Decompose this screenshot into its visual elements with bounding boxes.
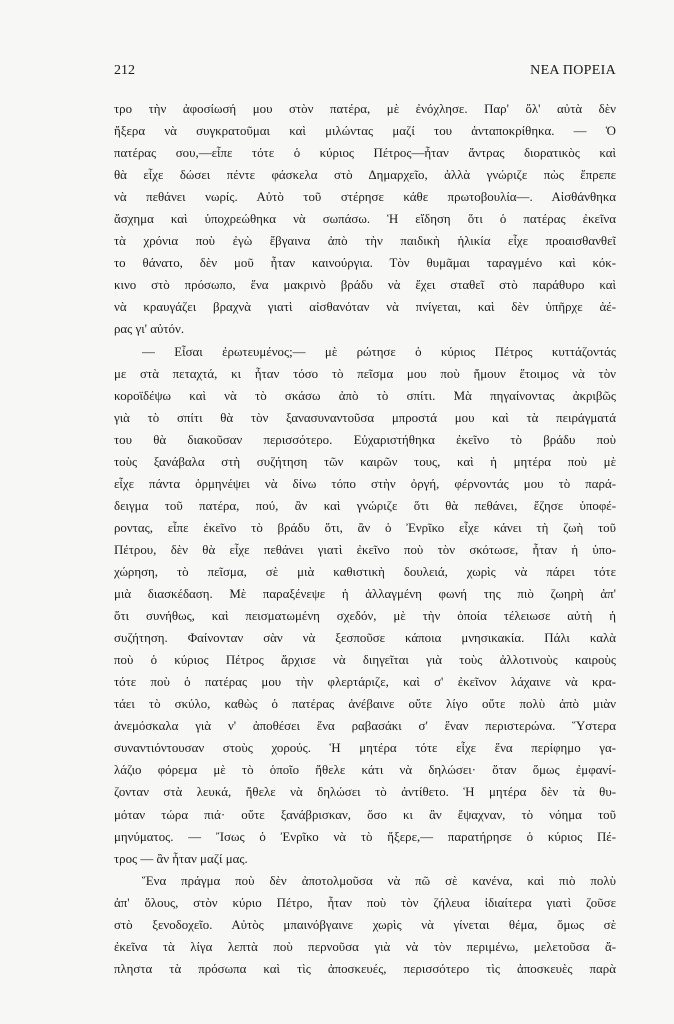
text-line: — Εἶσαι ἐρωτευμένος;— μὲ ρώτησε ὁ κύριος Πέτρος κυττάζοντάς <box>142 344 616 359</box>
text-line: ὅτι συνήθως, καὶ πεισματωμένη σχεδόν, μὲ τὴν ὁποία τέλειωσε αὐτὴ ἡ <box>114 609 616 624</box>
text-line: γιὰ τὸ σπίτι θὰ τὸν ξανασυναντοῦσα μπροστά μου καὶ τὰ πειράγματά <box>114 410 616 425</box>
text-line: θὰ εἶχε δώσει πέντε φάσκελα στὸ Δημαρχεῖο, ἀλλὰ γνώριζε πὼς ἔπρεπε <box>114 168 616 183</box>
text-line: ποὺ ὁ κύριος Πέτρος ἄρχισε νὰ διηγεῖται γιὰ τοὺς ἀλλοτινοὺς καιροὺς <box>114 653 616 668</box>
text-line: ἄσχημα καὶ ὑποχρεώθηκα νὰ σωπάσω. Ἡ εἴδηση ὅτι ὁ πατέρας ἐκεῖνα <box>114 212 616 227</box>
text-line: ἤξερα νὰ συγκρατοῦμαι καὶ μιλώντας μαζί του ἀνταποκρίθηκα. — Ὁ <box>114 124 616 139</box>
text-line: ζονταν στὰ λευκά, ἤθελε νὰ δηλώσει τὸ ἀντίθετο. Ἡ μητέρα δὲν τὰ θυ- <box>114 785 616 800</box>
page-number: 212 <box>114 63 135 78</box>
text-line: τρος — ἂν ἦταν μαζί μας. <box>114 851 248 866</box>
text-line: κινο στὸ πρόσωπο, ἕνα μακρινὸ βράδυ νὰ ἔχει σταθεῖ στὸ παράθυρο καὶ <box>114 278 616 293</box>
text-line: τότε ποὺ ὁ πατέρας μου τὴν φλερτάριζε, καὶ σ' ἐκεῖνον λάχαινε νὰ κρα- <box>114 675 616 690</box>
text-line: τοὺς ξανάβαλα στὴ συζήτηση τῶν καιρῶν τους, καὶ ἡ μητέρα ποὺ μὲ <box>114 454 616 469</box>
body-text <box>114 98 616 980</box>
text-line: δειγμα τοῦ πατέρα, πού, ἂν καὶ γνώριζε ὅτι θὰ πεθάνει, ἔζησε ὑποφέ- <box>114 498 616 513</box>
text-line: πληστα τὰ πρόσωπα καὶ τὶς ἀποσκευές, περισσότερο τὶς ἀποσκευὲς παρὰ <box>114 961 616 976</box>
text-line: του θὰ διακοῦσαν περισσότερο. Εὐχαριστήθηκα ἐκεῖνο τὸ βράδυ ποὺ <box>114 432 616 447</box>
text-line: νὰ κραυγάζει βραχνὰ γιατὶ αἰσθανόταν νὰ πνίγεται, καὶ δὲν ὑπῆρχε ἀέ- <box>114 300 616 315</box>
text-line: το θάνατο, δὲν μοῦ ἦταν καινούργια. Τὸν θυμᾶμαι ταραγμένο καὶ κόκ- <box>114 256 616 271</box>
text-line: ἐκεῖνα τὰ λίγα λεπτὰ ποὺ περνοῦσα γιὰ νὰ τὸν περιμένω, μελετοῦσα ἄ- <box>114 939 616 954</box>
text-line: με στὰ πεταχτά, κι ἦταν τόσο τὸ πεῖσμα μου ποὺ ἤμουν ἕτοιμος νὰ τὸν <box>114 366 616 381</box>
text-line: τὰ χρόνια ποὺ ἐγὼ ἔβγαινα ἀπὸ τὴν παιδικὴ ἡλικία εἶχε προαισθανθεῖ <box>114 234 616 249</box>
text-line: μιὰ διασκέδαση. Μὲ παραξένεψε ἡ ἀλλαγμένη φωνή της πιὸ ζωηρὴ ἀπ' <box>114 587 616 602</box>
text-line: Ἕνα πράγμα ποὺ δὲν ἀποτολμοῦσα νὰ πῶ σὲ κανένα, καὶ πιὸ πολὺ <box>142 873 616 888</box>
text-line: ἀπ' ὅλους, στὸν κύριο Πέτρο, ἦταν ποὺ τὸν ζήλευα ἰδιαίτερα γιατὶ ζοῦσε <box>114 895 616 910</box>
text-line: χώρηση, τὸ πεῖσμα, σὲ μιὰ καθιστικὴ δουλειά, χωρὶς νὰ πάρει τότε <box>114 564 616 579</box>
text-line: στὸ ξενοδοχεῖο. Αὐτὸς μπαινόβγαινε χωρὶς νὰ γίνεται θέμα, ὅμως σὲ <box>114 917 616 932</box>
text-line: Πέτρου, δὲν θὰ εἶχε πεθάνει γιατὶ ἐκεῖνο ποὺ τὸν σκότωσε, ἦταν ἡ ὑπο- <box>114 542 616 557</box>
page-header <box>114 63 616 79</box>
text-line: συναντιόντουσαν στοὺς χορούς. Ἡ μητέρα τότε εἶχε ἕνα περίφημο γα- <box>114 741 616 756</box>
text-line: τάει τὸ σκύλο, καθὼς ὁ πατέρας ἀνέβαινε οὔτε λίγο οὔτε πολὺ ἀπὸ μιὰν <box>114 697 616 712</box>
text-line: ρας γι' αὐτόν. <box>114 322 185 337</box>
text-line: τρο τὴν ἀφοσίωσή μου στὸν πατέρα, μὲ ἐνόχλησε. Παρ' ὅλ' αὐτὰ δὲν <box>114 102 616 116</box>
text-line: μόταν τώρα πιά· οὔτε ξανάβρισκαν, ὅσο κι ἂν ἔψαχναν, τὸ νόημα τοῦ <box>114 807 616 822</box>
text-line: ροντας, εἶπε ἐκεῖνο τὸ βράδυ ὅτι, ἂν ὁ Ἐνρῖκο εἶχε κάνει τὴ ζωὴ τοῦ <box>114 520 616 535</box>
text-line: συζήτηση. Φαίνονταν σὰν νὰ ξεσποῦσε κάποια μνησικακία. Πάλι καλὰ <box>114 631 616 646</box>
text-line: νὰ πεθάνει νωρίς. Αὐτὸ τοῦ στέρησε κάθε πρωτοβουλία—. Αἰσθάνθηκα <box>114 190 616 205</box>
text-line: εἶχε πάντα ὁρμηνέψει νὰ δίνω τόπο στὴν ὀργή, φέρνοντάς μου τὸ παρά- <box>114 476 616 491</box>
text-line: κοροϊδέψω καὶ νὰ τὸ σκάσω ἀπὸ τὸ σπίτι. Μὰ πηγαίνοντας ἀκριβῶς <box>114 388 616 403</box>
text-line: λάζιο φόρεμα μὲ τὸ ὁποῖο ἤθελε κάτι νὰ δηλώσει· ὅταν ὅμως ἐμφανί- <box>114 763 616 778</box>
text-line: πατέρας σου,—εἶπε τότε ὁ κύριος Πέτρος—ἦταν ἄντρας διορατικὸς καὶ <box>114 146 616 161</box>
text-line: ἀνεμόσκαλα γιὰ ν' ἀποθέσει ἕνα ραβασάκι σ' ἕναν περιστερώνα. Ὕστερα <box>114 719 616 734</box>
text-line: μηνύματος. — Ἴσως ὁ Ἐνρῖκο νὰ τὸ ἤξερε,— παρατήρησε ὁ κύριος Πέ- <box>114 829 616 844</box>
running-title: ΝΕΑ ΠΟΡΕΙΑ <box>530 63 616 78</box>
